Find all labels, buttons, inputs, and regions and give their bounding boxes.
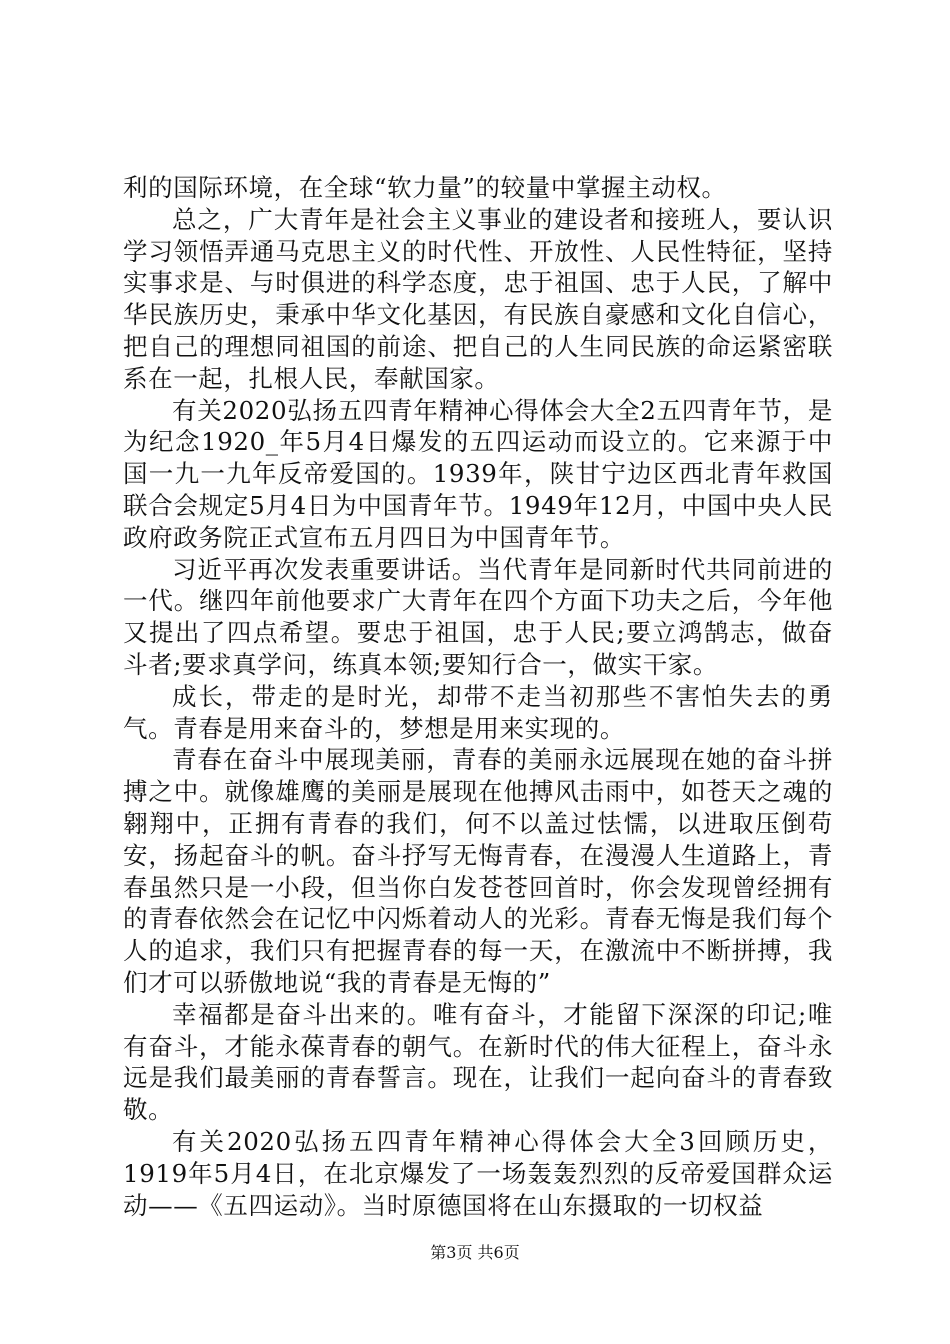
paragraph-growth: 成长，带走的是时光，却带不走当初那些不害怕失去的勇气。青春是用来奋斗的，梦想是用来实现的。	[123, 681, 833, 743]
paragraph-speech: 习近平再次发表重要讲话。当代青年是同新时代共同前进的一代。继四年前他要求广大青年在四个方面下功夫之后，今年他又提出了四点希望。要忠于祖国，忠于人民;要立鸿鹄志，做奋斗者;要求真学问，练真本领;要知行合一，做实干家。	[123, 554, 833, 679]
paragraph-essay-3-intro: 有关2020弘扬五四青年精神心得体会大全3回顾历史，1919年5月4日，在北京爆发了一场轰轰烈烈的反帝爱国群众运动——《五四运动》。当时原德国将在山东摄取的一切权益	[123, 1126, 833, 1220]
page-footer	[0, 1240, 950, 1263]
paragraph-continuation: 利的国际环境，在全球“软力量”的较量中掌握主动权。	[123, 173, 727, 202]
document-body	[123, 172, 833, 1221]
paragraph-youth-struggle: 青春在奋斗中展现美丽，青春的美丽永远展现在她的奋斗拼搏之中。就像雄鹰的美丽是展现在他搏风击雨中，如苍天之魂的翱翔中，正拥有青春的我们，何不以盖过怯懦，以进取压倒苟安，扬起奋斗的帆。奋斗抒写无悔青春，在漫漫人生道路上，青春虽然只是一小段，但当你白发苍苍回首时，你会发现曾经拥有的青春依然会在记忆中闪烁着动人的光彩。青春无悔是我们每个人的追求，我们只有把握青春的每一天，在激流中不断拼搏，我们才可以骄傲地说“我的青春是无悔的”	[123, 745, 833, 997]
paragraph-happiness: 幸福都是奋斗出来的。唯有奋斗，才能留下深深的印记;唯有奋斗，才能永葆青春的朝气。在新时代的伟大征程上，奋斗永远是我们最美丽的青春誓言。现在，让我们一起向奋斗的青春致敬。	[123, 999, 833, 1125]
paragraph-summary: 总之，广大青年是社会主义事业的建设者和接班人，要认识学习领悟弄通马克思主义的时代性、开放性、人民性特征，坚持实事求是、与时俱进的科学态度，忠于祖国、忠于人民，了解中华民族历史，秉承中华文化基因，有民族自豪感和文化自信心，把自己的理想同祖国的前途、把自己的人生同民族的命运紧密联系在一起，扎根人民，奉献国家。	[123, 204, 833, 393]
paragraph-essay-2-intro: 有关2020弘扬五四青年精神心得体会大全2五四青年节，是为纪念1920_年5月4日爆发的五四运动而设立的。它来源于中国一九一九年反帝爱国的。1939年，陕甘宁边区西北青年救国联合会规定5月4日为中国青年节。1949年12月，中国中央人民政府政务院正式宣布五月四日为中国青年节。	[123, 395, 833, 552]
page-number: 第3页 共6页	[430, 1243, 520, 1262]
